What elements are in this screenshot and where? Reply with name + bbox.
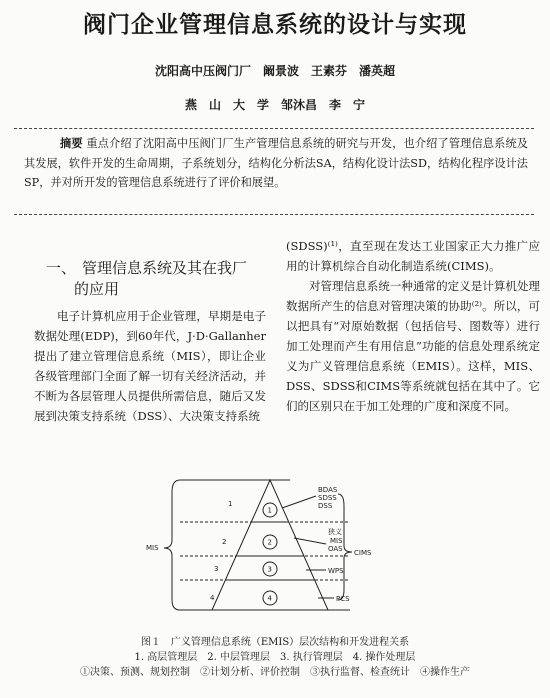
circle-number-2: 2 [267,538,272,547]
label-mis: MIS [330,537,343,545]
abstract [24,134,528,193]
figure-legend-layers: 1. 高层管理层 2. 中层管理层 3. 执行管理层 4. 操作处理层 [134,652,416,663]
right-paragraph-1: (SDSS)⁽¹⁾，直至现在发达工业国家正大力推广应用的计算机综合自动化制造系统(CIMS)。 [286,239,540,273]
label-pcs: PCS [336,595,350,603]
authors-affiliation-1: 沈阳高中压阀门厂 阚景波 王素芬 潘英超 [154,64,395,78]
layer-number-2: 2 [222,538,227,546]
right-paragraph-2: 对管理信息系统一种通常的定义是计算机处理数据所产生的信息对管理决策的协助⁽²⁾。所以，可以把具有“对原始数据（包括信号、图数等）进行加工处理而产生有用信息”功能的信息处理系统定义为广义管理信息系统（EMIS）。这样，MIS、DSS、SDSS和CIMS等系统就包括在其中了。它们的区别只在于加工处理的广度和深度不同。 [286,279,540,413]
label-oas: OAS [328,545,343,553]
layer-number-1: 1 [228,500,233,508]
label-dss: DSS [318,502,333,510]
label-sdss: SDSS [318,494,337,502]
right-column [286,236,540,416]
abstract-bottom-rule [14,214,534,215]
section-title-line1: 管理信息系统及其在我厂 [82,259,248,277]
section-heading [46,258,266,300]
label-bdas: BDAS [318,486,338,494]
circle-number-1: 1 [267,506,272,515]
authors-affiliation-2: 燕 山 大 学 邹沐昌 李 宁 [184,98,365,112]
arrow-mis [294,538,326,544]
figure-legend-functions: ①决策、预测、规划控制 ②计划分析、评价控制 ③执行监督、检查统计 ④操作生产 [80,667,470,678]
circle-number-4: 4 [267,594,272,603]
left-column [34,306,266,426]
figure-caption: 图１ 广义管理信息系统（EMIS）层次结构和开发进程关系 [140,637,410,648]
section-title-line2: 的应用 [74,280,120,298]
label-cims: CIMS [354,549,372,557]
left-paragraph-1: 电子计算机应用于企业管理，早期是电子数据处理(EDP)，到60年代，J·D·Gallanher提出了建立管理信息系统（MIS），即让企业各级管理部门全面了解一切有关经济活动，并不断为各层管理人员提供所需信息，随后又发展到决策支持系统（DSS）、大决策支持系统 [34,309,266,423]
emis-hierarchy-diagram [140,472,400,632]
abstract-top-rule [14,128,534,129]
mis-side-label: MIS [146,544,159,552]
abstract-label: 摘要 [60,136,83,150]
layer-number-4: 4 [210,594,215,602]
mis-brace [164,480,180,610]
arrow-bdas [282,496,316,508]
label-wps: WPS [328,567,344,575]
paper-title: 阀门企业管理信息系统的设计与实现 [83,11,467,38]
abstract-text: 重点介绍了沈阳高中压阀门厂生产管理信息系统的研究与开发，也介绍了管理信息系统及其发展，软件开发的生命周期，子系统划分，结构化分析法SA，结构化设计法SD，结构化程序设计法SP，并对所开发的管理信息系统进行了评价和展望。 [24,137,528,189]
circle-number-3: 3 [267,565,272,574]
label-narrow: 狭义 [328,528,342,536]
section-number: 一、 [46,259,77,277]
layer-number-3: 3 [214,565,219,573]
